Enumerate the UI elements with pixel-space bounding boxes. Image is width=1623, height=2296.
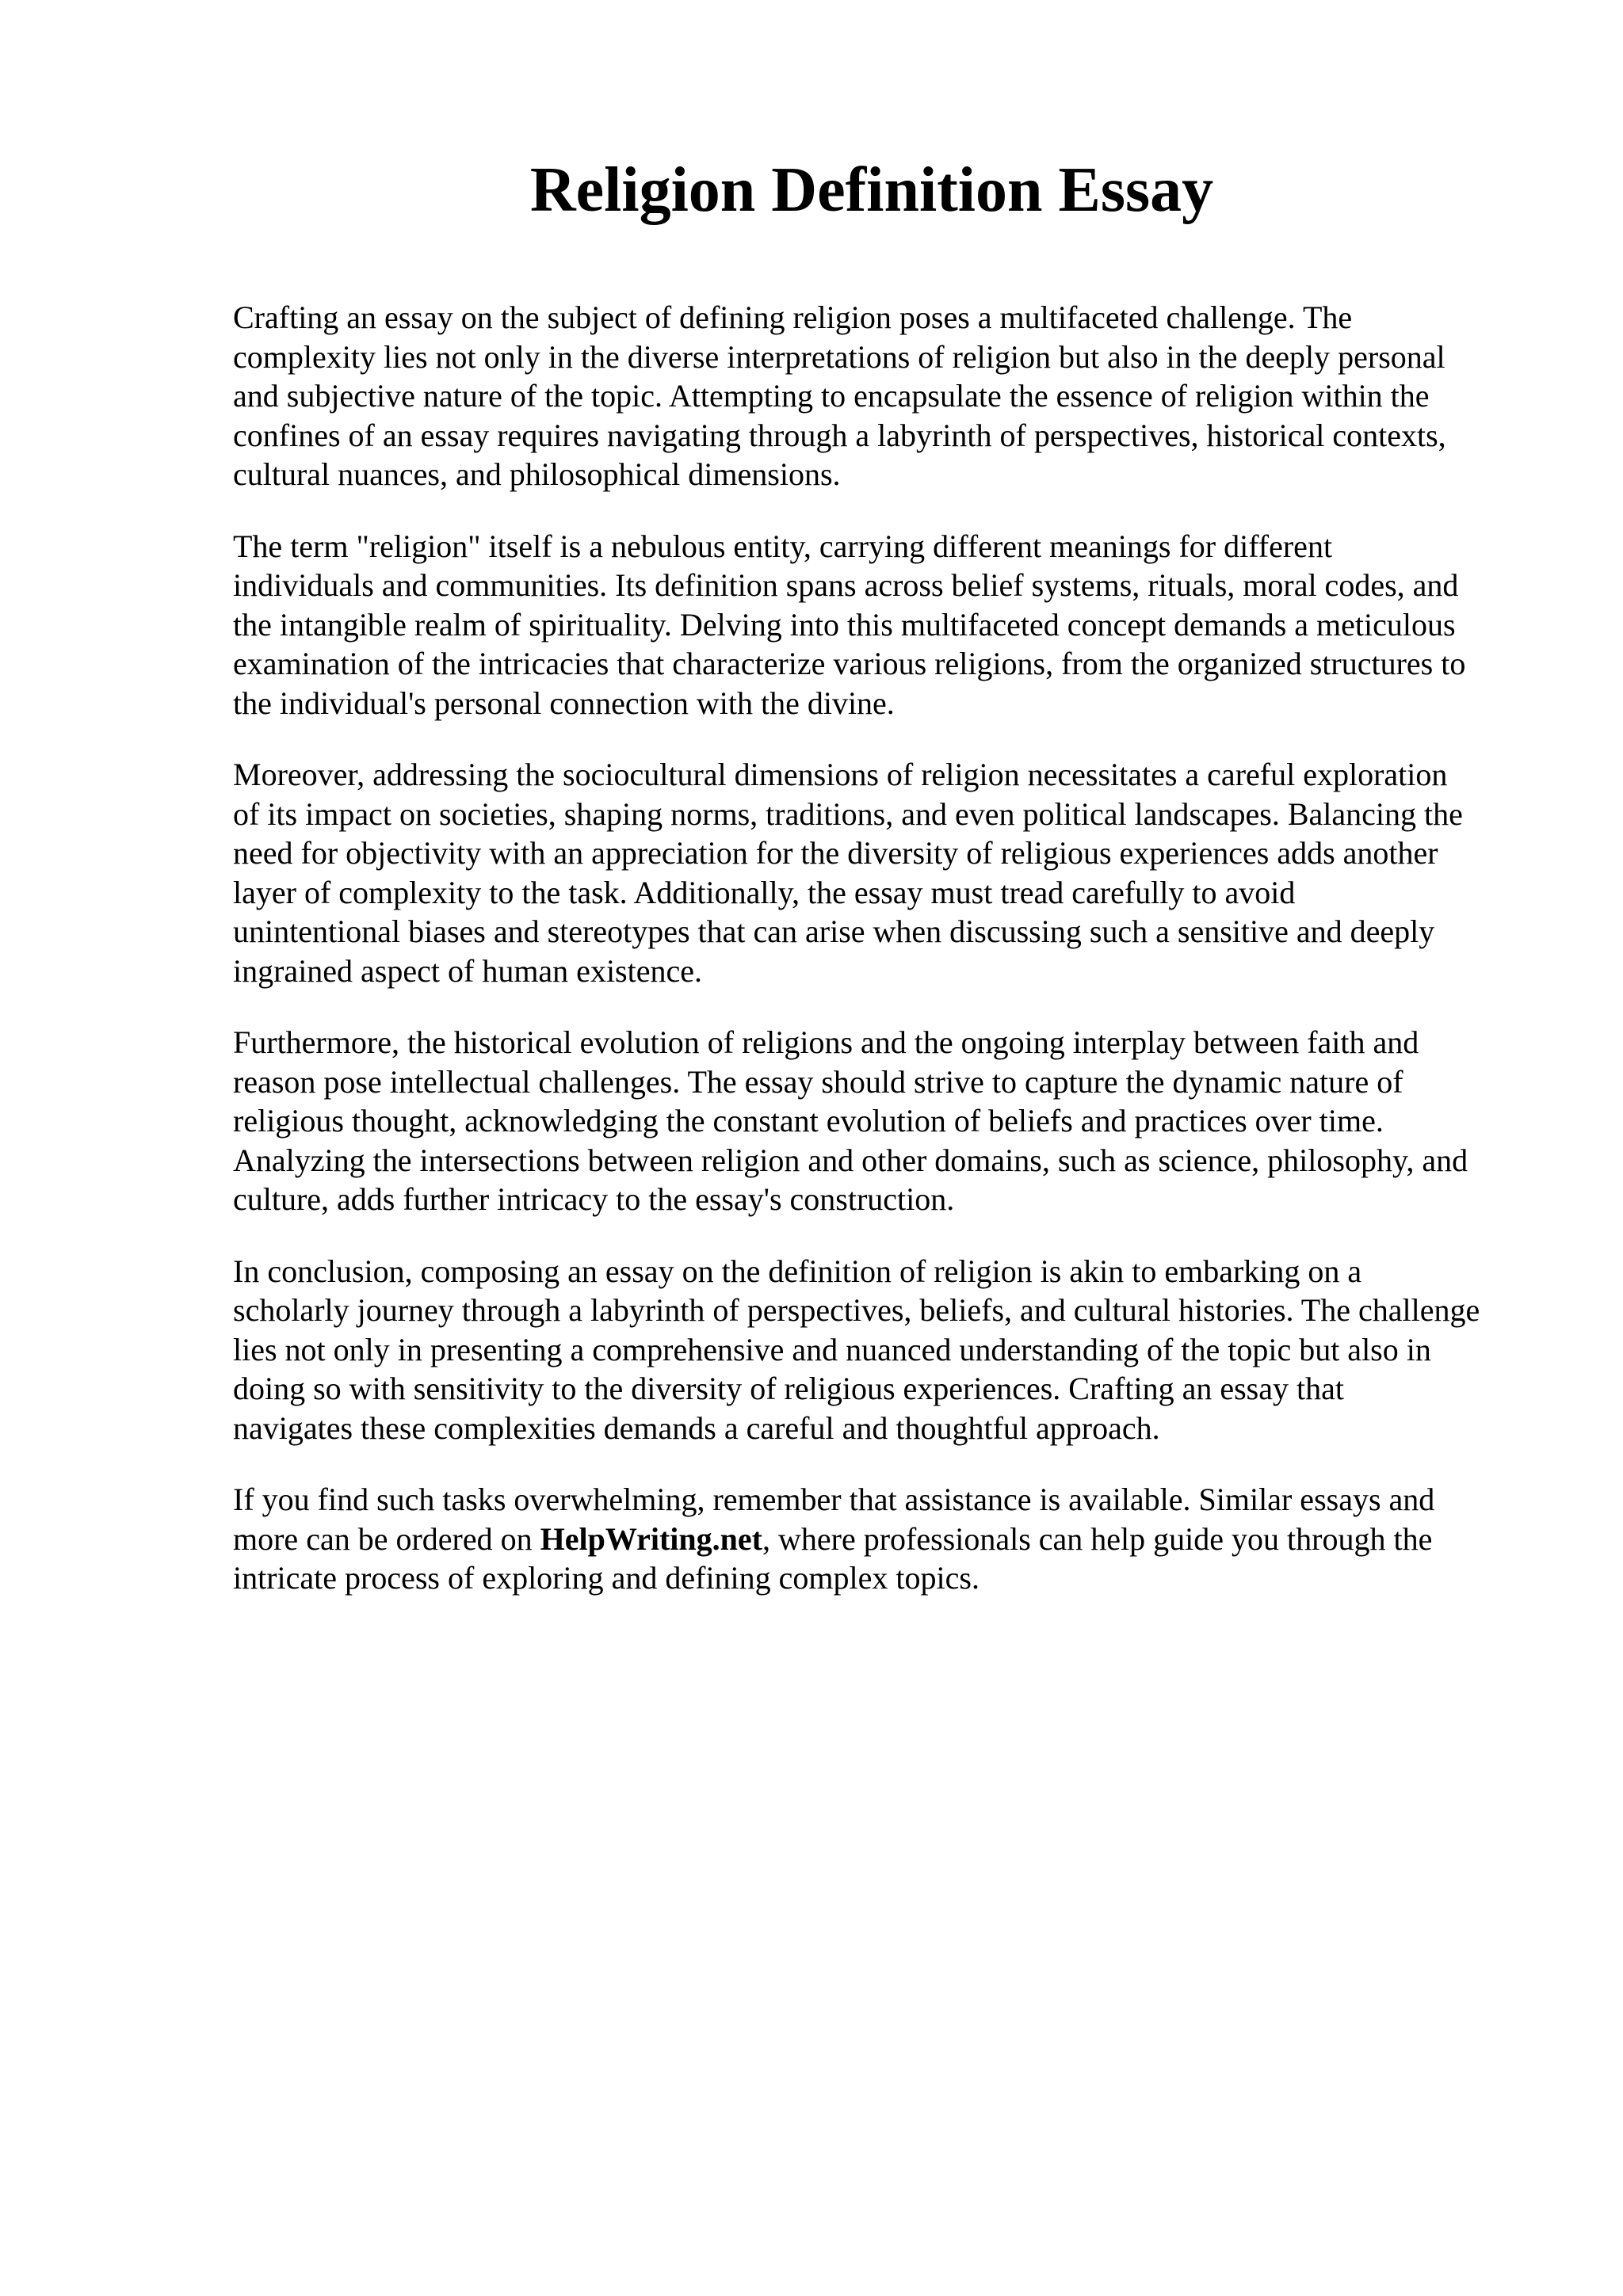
paragraph-line: In conclusion, composing an essay on the definition of religion is akin to embarking on a bbox=[233, 1253, 1362, 1289]
paragraph-line: cultural nuances, and philosophical dimensions. bbox=[233, 456, 841, 492]
closing-paragraph bbox=[233, 1480, 1580, 1598]
paragraph-line: individuals and communities. Its definition spans across belief systems, rituals, moral codes, and bbox=[233, 567, 1459, 603]
paragraph-line: unintentional biases and stereotypes that can arise when discussing such a sensitive and deeply bbox=[233, 913, 1435, 949]
paragraph-2 bbox=[233, 527, 1580, 723]
paragraph-line: religious thought, acknowledging the constant evolution of beliefs and practices over time. bbox=[233, 1103, 1384, 1138]
paragraph-line: the individual's personal connection with the divine. bbox=[233, 685, 895, 721]
paragraph-line: the intangible realm of spirituality. Delving into this multifaceted concept demands a meticulous bbox=[233, 606, 1456, 643]
paragraph-line: doing so with sensitivity to the diversity of religious experiences. Crafting an essay that bbox=[233, 1371, 1344, 1406]
paragraph-line: lies not only in presenting a comprehensive and nuanced understanding of the topic but also in bbox=[233, 1331, 1431, 1367]
paragraph-line: Moreover, addressing the sociocultural dimensions of religion necessitates a careful exploration bbox=[233, 757, 1448, 792]
paragraph-line: Analyzing the intersections between religion and other domains, such as science, philosophy, and bbox=[233, 1142, 1468, 1178]
paragraph-4 bbox=[233, 1023, 1580, 1219]
paragraph-line: The term "religion" itself is a nebulous entity, carrying different meanings for different bbox=[233, 528, 1333, 564]
paragraph-line: culture, adds further intricacy to the essay's construction. bbox=[233, 1181, 955, 1217]
paragraph-line: Furthermore, the historical evolution of religions and the ongoing interplay between faith and bbox=[233, 1024, 1419, 1060]
paragraph-line: and subjective nature of the topic. Attempting to encapsulate the essence of religion within the bbox=[233, 378, 1430, 414]
paragraph-line: complexity lies not only in the diverse interpretations of religion but also in the deeply personal bbox=[233, 338, 1445, 375]
paragraph-line: Crafting an essay on the subject of defining religion poses a multifaceted challenge. The bbox=[233, 299, 1353, 335]
paragraph-line: examination of the intricacies that characterize various religions, from the organized structures to bbox=[233, 646, 1466, 681]
paragraph-1 bbox=[233, 298, 1580, 494]
paragraph-line: ingrained aspect of human existence. bbox=[233, 952, 702, 989]
paragraph-line: confines of an essay requires navigating through a labyrinth of perspectives, historical contexts, bbox=[233, 417, 1446, 453]
document-title: Religion Definition Essay bbox=[529, 155, 1214, 225]
paragraph-line: layer of complexity to the task. Additionally, the essay must tread carefully to avoid bbox=[233, 874, 1296, 910]
paragraph-line: reason pose intellectual challenges. The essay should strive to capture the dynamic nature of bbox=[233, 1063, 1403, 1100]
paragraph-line bbox=[233, 1520, 1580, 1559]
paragraph-line: intricate process of exploring and defining complex topics. bbox=[233, 1560, 980, 1596]
paragraph-line: If you find such tasks overwhelming, remember that assistance is available. Similar essays and bbox=[233, 1482, 1435, 1517]
paragraph-line: scholarly journey through a labyrinth of perspectives, beliefs, and cultural histories. The challenge bbox=[233, 1292, 1480, 1328]
paragraph-line: need for objectivity with an appreciation for the diversity of religious experiences adds another bbox=[233, 835, 1438, 871]
paragraph-3 bbox=[233, 755, 1580, 990]
paragraph-line: of its impact on societies, shaping norms, traditions, and even political landscapes. Balancing the bbox=[233, 795, 1463, 832]
paragraph-line: navigates these complexities demands a careful and thoughtful approach. bbox=[233, 1409, 1160, 1446]
closing-text-before: more can be ordered on bbox=[233, 1520, 540, 1557]
paragraph-5 bbox=[233, 1252, 1580, 1448]
essay-body bbox=[233, 298, 1580, 1630]
closing-text-after: , where professionals can help guide you through the bbox=[762, 1520, 1433, 1557]
helpwriting-link[interactable]: HelpWriting.net bbox=[540, 1520, 762, 1557]
